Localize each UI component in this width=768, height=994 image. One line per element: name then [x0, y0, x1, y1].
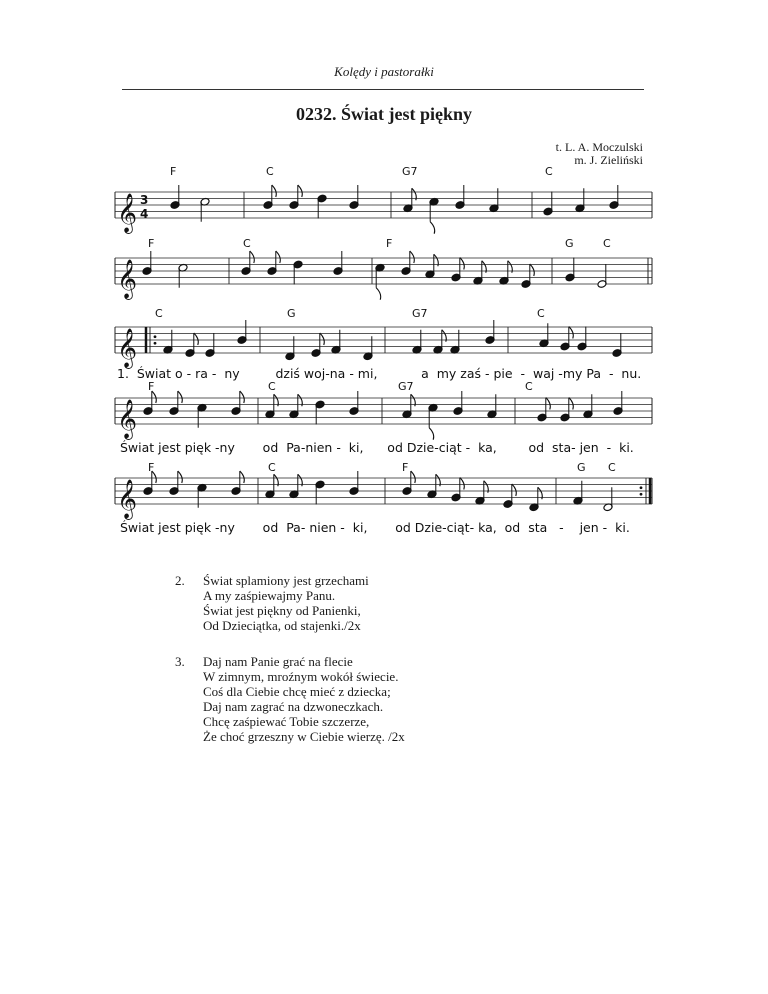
- verse-line: A my zaśpiewajmy Panu.: [203, 588, 336, 603]
- verse-2: [175, 573, 595, 643]
- note-flag: [194, 333, 199, 345]
- lyric-line: 1. Świat o - ra - ny dziś woj-na - mi, a my zaś - pie - waj -my Pa - nu.: [117, 366, 642, 381]
- chord-symbol: F: [386, 237, 393, 250]
- chord-symbol: G: [577, 461, 586, 474]
- verse-number: 3.: [175, 654, 185, 669]
- treble-clef-icon: 𝄞: [117, 259, 138, 299]
- lyric-line: Świat jest pięk -ny od Pa- nien - ki, od Dzie-ciąt- ka, od sta - jen - ki.: [120, 520, 630, 535]
- note-flag: [276, 251, 281, 263]
- verse-3: [175, 654, 595, 749]
- note-flag: [240, 471, 245, 483]
- chord-symbol: C: [155, 307, 163, 320]
- note-flag: [178, 391, 183, 403]
- note-flag: [240, 391, 245, 403]
- note-flag: [178, 471, 183, 483]
- verse-line: Coś dla Ciebie chcę mieć z dziecka;: [203, 684, 391, 699]
- repeat-dot: [154, 335, 157, 338]
- verse-line: W zimnym, mroźnym wokół świecie.: [203, 669, 399, 684]
- time-signature-bottom: 4: [140, 207, 149, 221]
- verse-line: Świat splamiony jest grzechami: [203, 573, 369, 588]
- repeat-dot: [640, 486, 643, 489]
- chord-symbol: C: [268, 380, 276, 393]
- chord-symbol: F: [148, 380, 155, 393]
- verse-line: Daj nam Panie grać na flecie: [203, 654, 353, 669]
- note-flag: [530, 264, 535, 276]
- treble-clef-icon: 𝄞: [117, 479, 138, 519]
- verse-line: Chcę zaśpiewać Tobie szczerze,: [203, 714, 370, 729]
- repeat-dot: [154, 342, 157, 345]
- chord-symbol: G: [565, 237, 574, 250]
- chord-symbol: G7: [402, 165, 418, 178]
- note-flag: [320, 333, 325, 345]
- chord-symbol: F: [170, 165, 177, 178]
- chord-symbol: C: [545, 165, 553, 178]
- lyricist-credit: t. L. A. Moczulski: [555, 140, 643, 154]
- lyric-line: Świat jest pięk -ny od Pa-nien - ki, od Dzie-ciąt - ka, od sta- jen - ki.: [120, 440, 634, 455]
- treble-clef-icon: 𝄞: [117, 193, 138, 233]
- note-flag: [411, 471, 416, 483]
- verse-line: Daj nam zagrać na dzwoneczkach.: [203, 699, 384, 714]
- note-flag: [512, 484, 517, 496]
- note-flag: [460, 478, 465, 490]
- note-flag: [272, 185, 277, 197]
- chord-symbol: C: [243, 237, 251, 250]
- note-flag: [460, 258, 465, 270]
- chord-symbol: F: [402, 461, 409, 474]
- treble-clef-icon: 𝄞: [117, 399, 138, 439]
- chord-symbol: F: [148, 461, 155, 474]
- chord-symbol: C: [525, 380, 533, 393]
- running-header: Kolędy i pastorałki: [334, 64, 434, 79]
- verse-line: Świat jest piękny od Panienki,: [203, 603, 361, 618]
- verse-line: Że choć grzeszny w Ciebie wierzę. /2x: [203, 729, 405, 744]
- time-signature-top: 3: [140, 193, 149, 207]
- note-flag: [430, 222, 435, 234]
- chord-symbol: C: [603, 237, 611, 250]
- chord-symbol: G7: [412, 307, 428, 320]
- verse-line: Od Dzieciątka, od stajenki./2x: [203, 618, 361, 633]
- note-flag: [429, 428, 434, 440]
- song-title: 0232. Świat jest piękny: [295, 104, 472, 124]
- chord-symbol: G: [287, 307, 296, 320]
- verse-number: 2.: [175, 573, 185, 588]
- note-flag: [250, 251, 255, 263]
- treble-clef-icon: 𝄞: [117, 328, 138, 368]
- chord-symbol: G7: [398, 380, 414, 393]
- chord-symbol: C: [537, 307, 545, 320]
- note-flag: [410, 251, 415, 263]
- repeat-dot: [640, 493, 643, 496]
- note-flag: [569, 398, 574, 410]
- note-flag: [298, 185, 303, 197]
- chord-symbol: C: [266, 165, 274, 178]
- note-flag: [569, 327, 574, 339]
- chord-symbol: C: [608, 461, 616, 474]
- note-flag: [376, 288, 381, 300]
- chord-symbol: C: [268, 461, 276, 474]
- composer-credit: m. J. Zieliński: [574, 153, 643, 167]
- note-flag: [546, 398, 551, 410]
- chord-symbol: F: [148, 237, 155, 250]
